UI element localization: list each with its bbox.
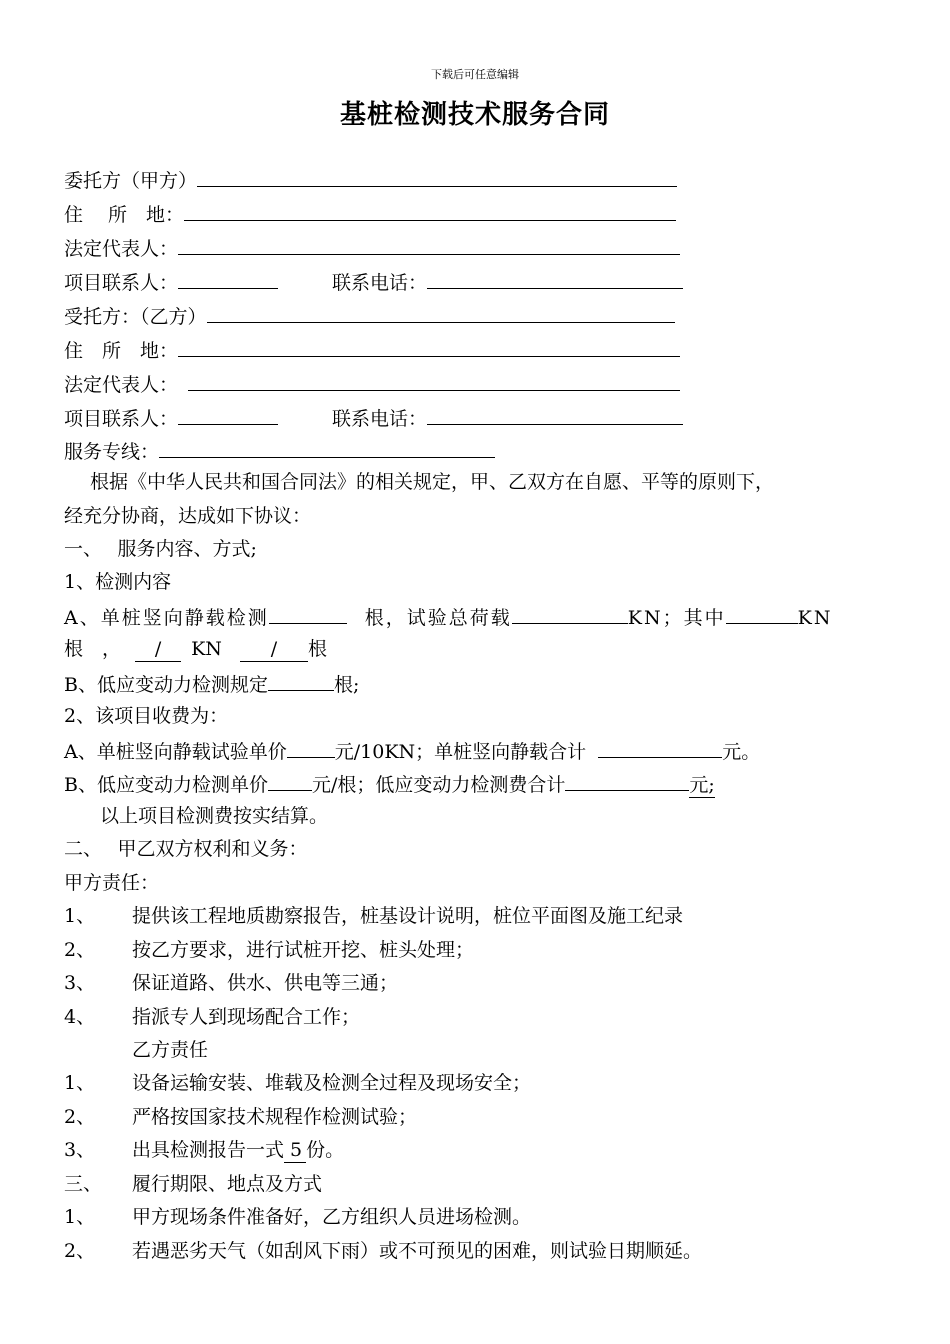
report-copies-value[interactable]: 5 — [284, 1138, 306, 1163]
a-phone-line — [332, 268, 683, 295]
static-load-line-2 — [64, 637, 327, 662]
b-duty-num: 3、 — [64, 1139, 96, 1161]
party-b-duty-heading: 乙方责任 — [132, 1039, 209, 1061]
a-duty-num: 4、 — [64, 1006, 96, 1028]
hotline-line — [64, 437, 495, 464]
b-legal-rep-line — [64, 370, 680, 397]
pile-count-unit: 根 ， — [64, 638, 122, 660]
settlement-note: 以上项目检测费按实结算。 — [100, 805, 329, 827]
static-load-unit: 根，试验总荷载 — [364, 607, 512, 629]
b-duty-num: 2、 — [64, 1106, 96, 1128]
a-duty-text: 按乙方要求，进行试桩开挖、桩头处理； — [132, 939, 475, 961]
intro-line-2: 经充分协商，达成如下协议： — [64, 505, 312, 527]
static-unit-price-blank[interactable] — [287, 737, 335, 758]
sub-load-blank[interactable] — [726, 603, 798, 624]
b-address-line — [64, 336, 680, 363]
static-fee-mid: 元/10KN；单桩竖向静载合计 — [334, 741, 587, 763]
s3-item-num: 2、 — [64, 1240, 96, 1262]
a-duty-text: 指派专人到现场配合工作； — [132, 1006, 361, 1028]
s3-item-text: 若遇恶劣天气（如刮风下雨）或不可预见的困难，则试验日期顺延。 — [132, 1240, 703, 1262]
b-contact-label: 项目联系人： — [64, 408, 179, 430]
static-fee-end: 元。 — [722, 741, 761, 763]
static-load-count-blank[interactable] — [269, 603, 347, 624]
trustee-blank[interactable] — [207, 302, 675, 323]
report-copies-pre: 出具检测报告一式 — [132, 1139, 285, 1161]
trustee-label: 受托方：（乙方） — [64, 306, 207, 328]
b-contact-blank[interactable] — [178, 404, 278, 425]
low-strain-fee-label: B、低应变动力检测单价 — [64, 774, 268, 796]
b-legal-rep-blank[interactable] — [188, 370, 680, 391]
a-address-blank[interactable] — [184, 200, 676, 221]
item-2-heading: 2、该项目收费为： — [64, 705, 229, 727]
item-1-heading: 1、检测内容 — [64, 571, 172, 593]
b-duty-text: 严格按国家技术规程作检测试验； — [132, 1106, 418, 1128]
total-load-blank[interactable] — [512, 603, 628, 624]
a-legal-rep-label: 法定代表人： — [64, 238, 179, 260]
pile-value-unit: 根 — [307, 638, 327, 660]
a-phone-blank[interactable] — [427, 268, 683, 289]
client-label: 委托方（甲方） — [64, 170, 198, 192]
section-3-num: 三、 — [64, 1173, 103, 1195]
a-phone-label: 联系电话： — [332, 272, 428, 294]
a-legal-rep-blank[interactable] — [178, 234, 680, 255]
load-value-unit: KN — [191, 638, 222, 660]
low-strain-count-blank[interactable] — [268, 670, 334, 691]
header-note: 下载后可任意编辑 — [431, 68, 519, 81]
b-contact-line — [64, 404, 278, 431]
b-legal-rep-label: 法定代表人： — [64, 374, 179, 396]
b-duty-text: 设备运输安装、堆载及检测全过程及现场安全； — [132, 1072, 532, 1094]
report-copies-post: 份。 — [306, 1139, 345, 1161]
trustee-line — [64, 302, 675, 329]
section-2-heading: 二、 甲乙双方权利和义务： — [64, 838, 308, 860]
static-total-blank[interactable] — [598, 737, 722, 758]
b-phone-line — [332, 404, 683, 431]
s3-item-text: 甲方现场条件准备好，乙方组织人员进场检测。 — [132, 1206, 532, 1228]
low-strain-fee-mid: 元/根；低应变动力检测费合计 — [311, 774, 566, 796]
b-duty-text — [132, 1138, 344, 1163]
low-strain-unit-price-blank[interactable] — [268, 770, 312, 791]
b-duty-num: 1、 — [64, 1072, 96, 1094]
a-duty-num: 3、 — [64, 972, 96, 994]
intro-line-1: 根据《中华人民共和国合同法》的相关规定，甲、乙双方在自愿、平等的原则下， — [90, 471, 775, 493]
a-contact-label: 项目联系人： — [64, 272, 179, 294]
pile-value-blank[interactable]: / — [240, 637, 308, 662]
page-title: 基桩检测技术服务合同 — [339, 100, 610, 130]
low-strain-unit: 根; — [333, 674, 360, 696]
hotline-blank[interactable] — [159, 437, 495, 458]
b-address-blank[interactable] — [178, 336, 680, 357]
b-address-label: 住 所 地： — [64, 340, 179, 362]
client-line — [64, 166, 677, 193]
b-phone-label: 联系电话： — [332, 408, 428, 430]
a-address-line — [64, 200, 676, 227]
a-contact-line — [64, 268, 278, 295]
client-blank[interactable] — [197, 166, 677, 187]
sub-load-unit: KN — [797, 607, 833, 629]
static-load-line — [64, 603, 832, 630]
total-load-unit: KN；其中 — [627, 607, 726, 629]
b-phone-blank[interactable] — [427, 404, 683, 425]
a-duty-text: 保证道路、供水、供电等三通； — [132, 972, 399, 994]
static-fee-label: A、单桩竖向静载试验单价 — [64, 741, 287, 763]
low-strain-total-blank[interactable] — [565, 770, 689, 791]
low-strain-fee-end: 元; — [689, 774, 715, 796]
a-contact-blank[interactable] — [178, 268, 278, 289]
a-duty-num: 2、 — [64, 939, 96, 961]
static-fee-line — [64, 737, 760, 764]
a-duty-num: 1、 — [64, 905, 96, 927]
s3-item-num: 1、 — [64, 1206, 96, 1228]
section-3-heading: 履行期限、地点及方式 — [132, 1173, 323, 1195]
low-strain-fee-line — [64, 770, 715, 798]
section-1-heading: 一、 服务内容、方式; — [64, 538, 257, 560]
party-a-duty-heading: 甲方责任： — [64, 872, 160, 894]
a-duty-text: 提供该工程地质勘察报告，桩基设计说明，桩位平面图及施工纪录 — [132, 905, 684, 927]
a-legal-rep-line — [64, 234, 680, 261]
low-strain-label: B、低应变动力检测规定 — [64, 674, 268, 696]
a-address-label: 住 所 地： — [64, 204, 185, 226]
load-value-blank[interactable]: / — [135, 637, 181, 662]
low-strain-line — [64, 670, 359, 697]
hotline-label: 服务专线： — [64, 441, 160, 463]
static-load-label: A、单桩竖向静载检测 — [64, 607, 269, 629]
